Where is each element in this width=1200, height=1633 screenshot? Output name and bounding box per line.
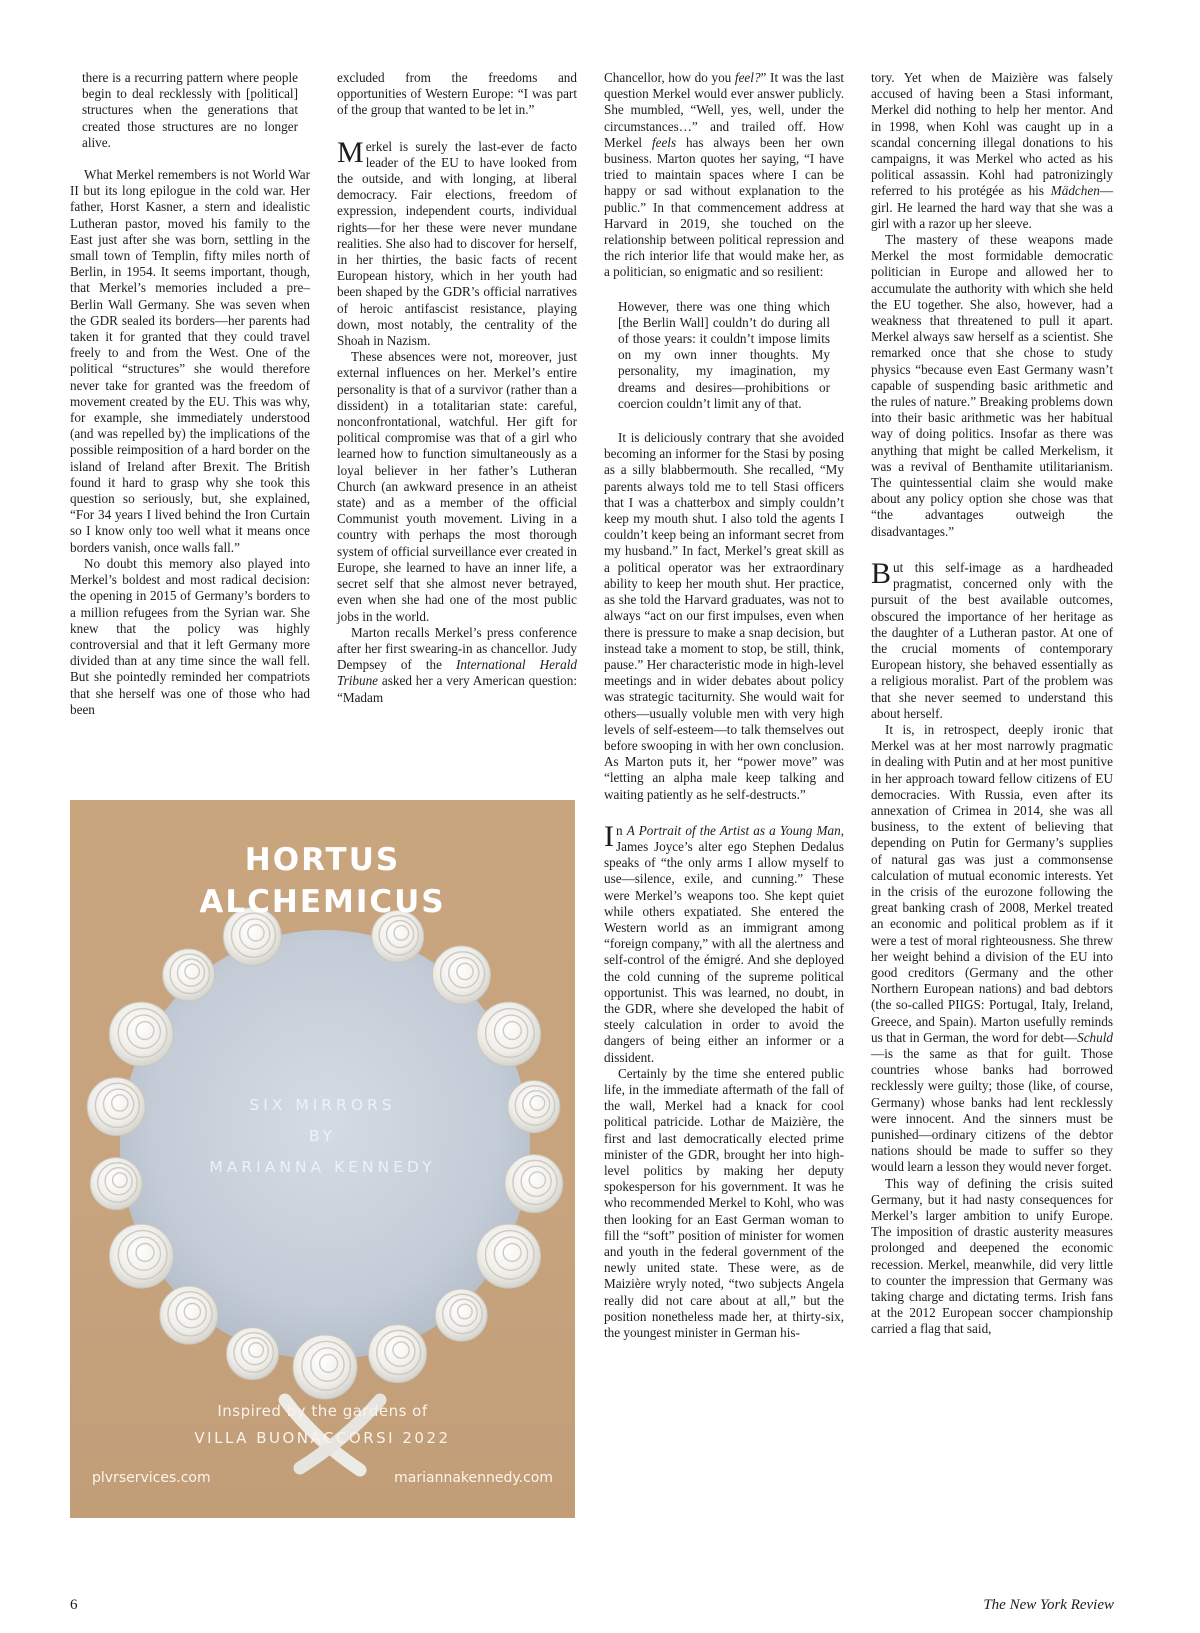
italic-text: Mädchen (1050, 183, 1100, 199)
paragraph: What Merkel remembers is not World War II but its long epilogue in the cold war. Her father, Horst Kasner, a stern and idealistic Lutheran pastor, moved his family to the East just after she was born, settling in the small town of Templin, fifty miles north of Berlin, in 1954. It seems important, though, that Merkel’s memories included a pre–Berlin Wall Germany. She was seven when the GDR sealed its borders—her parents had taken it for granted that they could travel freely to and from the West. One of the political “structures” she would therefore never take for granted was the freedom of movement created by the EU. This was why, for example, she immediately understood (and was repelled by) the implications of the possible reimposition of a hard border on the island of Ireland after Brexit. The British found it hard to grasp why she took this question so seriously, but, she explained, “For 34 years I lived behind the Iron Curtain so I know only too well what it means once borders vanish, once walls fall.” (70, 167, 310, 555)
paragraph: Certainly by the time she entered public life, in the immediate aftermath of the fall of the wall, Merkel had a knack for cool political patricide. Lothar de Maizière, the first and last democratically elected prime minister of the GDR, brought her into high-level politics by making her deputy spokesperson for his government. It was he who recommended Merkel to Kohl, who was then looking for an East German woman to fill the “soft” position of minister for women and youth in the federal government of the newly united state. These were, as de Maizière wryly noted, “two subjects Angela really did not care about at all,” but the position nonetheless made her, at thirty-six, the youngest minister in German his- (604, 1065, 844, 1341)
block-quote: there is a recurring pattern where people begin to deal recklessly with [political] structures when the generations that created those structures are no longer alive. (82, 70, 298, 150)
rose (160, 1286, 218, 1344)
drop-cap: I (604, 819, 614, 853)
ad-subtitle: MARIANNA KENNEDY (209, 1158, 436, 1176)
text: It is, in retrospect, deeply ironic that Merkel was at her most narrowly pragmatic in dealing with Putin and at her most punitive in her approach toward fellow citizens of EU democracies. With Russia, even after its annexation of Crimea in 2014, she was all business, to the extent of believing that depending on Putin for Germany’s supplies of natural gas was just a commonsense calculation of mutual economic interests. Yet in the crisis of the eurozone following the great banking crash of 2008, Merkel treated an economic and political problem as if it were a test of moral righteousness. She threw her weight behind a division of the EU into good creditors (Germany and the other Northern European nations) and bad debtors (the so-called PIIGS: Portugal, Italy, Ireland, Greece, and Spain). Marton usefully reminds us that in German, the word for debt— (871, 721, 1113, 1045)
rose (109, 1002, 173, 1066)
text: Chancellor, how do you (604, 70, 735, 85)
advertisement[interactable] (70, 800, 575, 1518)
paragraph: excluded from the freedoms and opportunities of Western Europe: “I was part of the group that wanted to be let in.” (337, 70, 577, 118)
ad-link-left[interactable]: plvrservices.com (92, 1470, 211, 1486)
ad-tagline: Inspired by the gardens of (217, 1402, 428, 1420)
text: ” It was the last question Merkel would ever answer publicly. She mumbled, “Well, yes, well, under the circumstances…” and trailed off. How Merkel (604, 70, 844, 150)
rose (368, 1325, 426, 1383)
rose (227, 1328, 279, 1380)
article-column-4 (871, 70, 1113, 1338)
text: , James Joyce’s alter ego Stephen Dedalus speaks of “the only arms I allow myself to use—silence, exile, and cunning.” These were Merkel’s weapons too. She kept quiet while others expatiated. She entered the Western world as an immigrant among “foreign company,” with all the alertness and self-control of the émigré. And she deployed the cold cunning of the supreme political opportunist. This was learned, no doubt, in the GDR, where she developed the habit of steely calculation in order to avoid the dangers of being either an informer or a dissident. (604, 822, 845, 1065)
rose (163, 949, 215, 1001)
article-column-2 (337, 70, 577, 706)
italic-text: International Herald Tribune (337, 657, 577, 689)
paragraph (604, 819, 845, 1066)
italic-text: A Portrait of the Artist as a Young Man (626, 822, 841, 838)
paragraph: The mastery of these weapons made Merkel the most formidable democratic politician in Europe and allowed her to accumulate the authority with which she held the EU together. She also, however, had a weakness that threatened to pull it apart. Merkel always saw herself as a scientist. She remarked once that she chose to study physics “because even East Germany wasn’t capable of suspending basic arithmetic and the rules of nature.” Breaking problems down into their basic arithmetic was her habitual way of doing politics. Insofar as there was anything that might be called Merkelism, it was a revival of Benthamite utilitarianism. The quintessential claim she would make about any policy option she chose was that “the advantages outweigh the disadvantages.” (871, 232, 1113, 539)
rose (293, 1335, 357, 1399)
paragraph-text: erkel is surely the last-ever de facto leader of the EU to have looked from the outside, and with longing, at liberal democracy. Fair elections, freedom of expression, independent courts, individual rights—for her these were never mundane realities. She also had to discover for herself, in her thirties, the basic facts of recent European history, which in her youth had been shaped by the GDR’s official narratives of heroic antifascist resistance, playing down, most notably, the centrality of the Shoah in Nazism. (337, 138, 577, 349)
ad-link-right[interactable]: mariannakennedy.com (394, 1470, 553, 1486)
quote-text: However, there was one thing which [the Berlin Wall] couldn’t do during all of those years: it couldn’t impose limits on my own inner thoughts. My personality, my imagination, my dreams and desires—prohibitions or coercion couldn’t limit any of that. (618, 298, 830, 411)
paragraph: No doubt this memory also played into Merkel’s boldest and most radical decision: the opening in 2015 of Germany’s borders to a million refugees from the Syrian war. She knew that the policy was highly controversial and that it left Germany more divided than at any time since the wall fell. But she pointedly reminded her compatriots that she herself was one of those who had been (70, 555, 310, 717)
text: n (616, 822, 627, 838)
rose (477, 1224, 541, 1288)
ad-subtitle: BY (308, 1127, 337, 1145)
ad-tagline: VILLA BUONACCORSI 2022 (194, 1429, 451, 1447)
paragraph-text: ut this self-image as a hardheaded pragmatist, concerned only with the pursuit of the best available outcomes, obscured the importance of her heritage as the daughter of a Lutheran pastor. At one of the crucial moments of contemporary European history, she behaved essentially as a religious moralist. Part of the problem was that she never seemed to understand this about herself. (871, 559, 1113, 721)
drop-cap: M (337, 135, 364, 169)
article-column-3 (604, 70, 844, 1341)
text: has always been her own business. Marton quotes her saying, “I have tried to maintain spaces where I can be happy or sad without explanation to the public.” In that commencement address at Harvard in 2019, she touched on the relationship between political repression and the rich interior life that would make her, as a politician, so enigmatic and so resilient: (604, 134, 844, 280)
page-number: 6 (70, 1597, 78, 1613)
italic-text: feels (651, 134, 677, 150)
rose (432, 946, 490, 1004)
publication-name: The New York Review (983, 1597, 1114, 1613)
ad-subtitle: SIX MIRRORS (249, 1096, 396, 1114)
text: tory. Yet when de Maizière was falsely accused of having been a Stasi informant, Merkel did nothing to help her mentor. And in 1998, when Kohl was caught up in a scandal concerning illegal donations to his campaigns, it was Merkel who acted as his political assassin. Kohl had patronizingly referred to his protégée as his (871, 70, 1113, 199)
italic-text: feel? (734, 70, 761, 85)
paragraph (604, 70, 844, 281)
text: —girl. He learned the hard way that she was a girl with a razor up her sleeve. (871, 183, 1113, 231)
paragraph (871, 556, 1113, 722)
italic-text: Schuld (1077, 1029, 1113, 1045)
paragraph (337, 625, 577, 706)
text: Marton recalls Merkel’s press conference after her first swearing-in as chancellor. Judy Dempsey of the (337, 624, 577, 673)
rose (109, 1224, 173, 1288)
paragraph: This way of defining the crisis suited Germany, but it had nasty consequences for Merkel’s larger ambition to unify Europe. The imposition of drastic austerity measures prolonged and deepened the economic recession. Merkel, meanwhile, did very little to counter the impression that Germany was taking charge and dictating terms. Irish fans at the 2012 European soccer championship carried a flag that said, (871, 1175, 1113, 1337)
paragraph (871, 70, 1113, 232)
ad-title: HORTUS (244, 842, 401, 878)
paragraph (337, 135, 577, 350)
paragraph: It is deliciously contrary that she avoided becoming an informer for the Stasi by posing as a silly blabbermouth. She recalled, “My parents always told me to tell Stasi officers that I was a chatterbox and simply couldn’t keep my mouth shut. I also told the agents I couldn’t keep being an informant secret from my husband.” In fact, Merkel’s great skill as a political operator was her extraordinary ability to keep her mouth shut. Her practice, as she told the Harvard graduates, was not to always “act on our first impulses, even when there is pressure to make a snap decision, but instead take a moment to stop, be still, think, pause.” Her characteristic mode in high-level meetings and in wider debates about policy was strategic taciturnity. She would wait for others—usually voluble men with very high levels of self-esteem—to talk themselves out before swooping in with her own conclusion. As Marton puts it, her “power move” was “letting an alpha male keep talking and waiting patiently as he self-destructs.” (604, 430, 844, 802)
rose (435, 1289, 487, 1341)
text: —is the same as that for guilt. Those countries whose banks had borrowed recklessly were guilty; those (like, of course, Germany) whose banks had lent recklessly were innocent. And the sinners must be punished—ordinary citizens of the debtor nations should be made to suffer so they would learn a lesson they would never forget. (871, 1045, 1113, 1175)
paragraph: These absences were not, moreover, just external influences on her. Merkel’s entire personality is that of a survivor (rather than a dissident) in a totalitarian state: careful, nonconfrontational, watchful. Her gift for political compromise was that of a girl who learned how to function simultaneously as a loyal believer in her father’s Lutheran Church (an awkward presence in an atheist state) and as a member of the official Communist youth movement. Living in a country with perhaps the most thorough system of official surveillance ever created in Europe, she learned to have an inner life, a secret self that she almost never betrayed, even when she had one of the most public jobs in the world. (337, 349, 577, 624)
paragraph (871, 722, 1113, 1176)
rose (477, 1002, 541, 1066)
drop-cap: B (871, 556, 892, 590)
ad-title: ALCHEMICUS (199, 884, 446, 920)
text: asked her a very American question: “Madam (337, 673, 577, 705)
block-quote (618, 299, 830, 412)
article-column-1 (70, 70, 310, 718)
